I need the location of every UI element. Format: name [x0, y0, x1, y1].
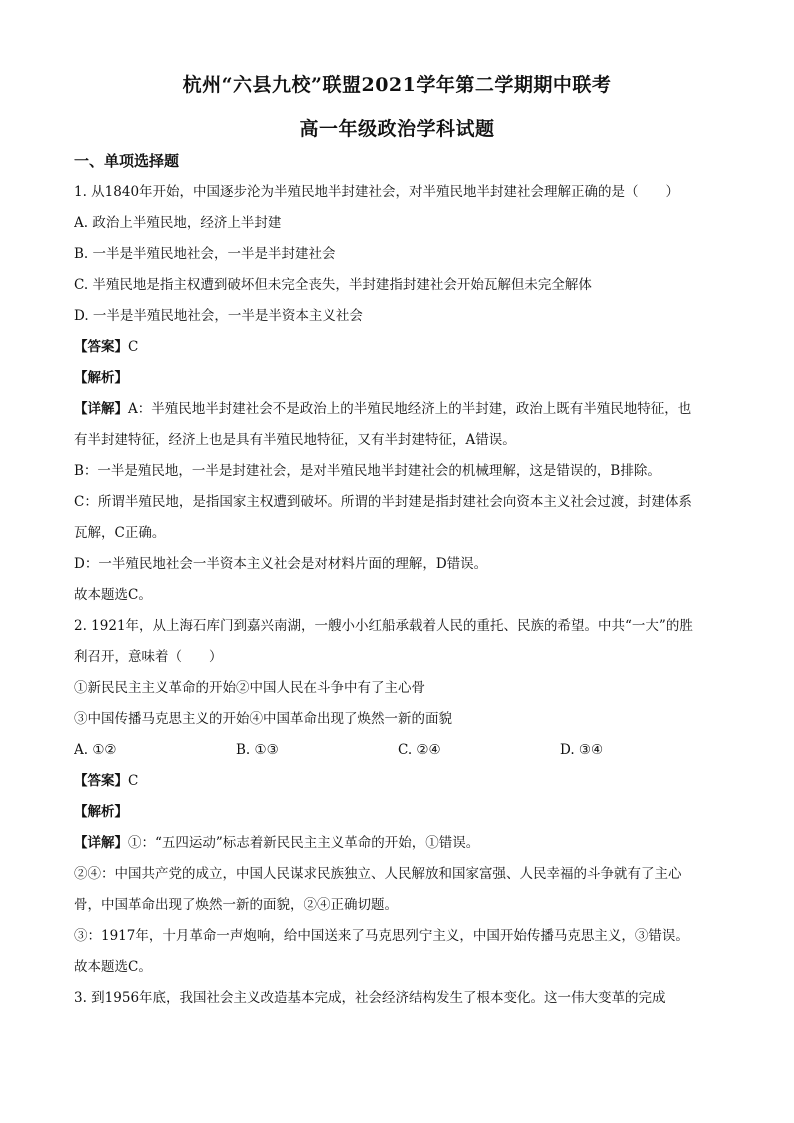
section-heading: 一、单项选择题 — [74, 152, 180, 170]
question-1-detail-line: 瓦解，C正确。 — [74, 525, 166, 541]
question-1-option-b: B. 一半是半殖民地社会，一半是半封建社会 — [74, 246, 336, 262]
question-2-option-b: B. ①③ — [236, 742, 279, 758]
question-1-detail-line — [74, 398, 724, 429]
question-2-stem: 利召开，意味着（ ） — [74, 649, 223, 665]
question-1-option-c: C. 半殖民地是指主权遭到破坏但未完全丧失，半封建指封建社会开始瓦解但未完全解体 — [74, 277, 592, 293]
question-1-analysis — [74, 367, 724, 398]
answer-tag: 【答案】 — [74, 339, 128, 355]
question-1-detail-line: D：一半殖民地社会一半资本主义社会是对材料片面的理解，D错误。 — [74, 556, 488, 572]
question-1-option-a: A. 政治上半殖民地，经济上半封建 — [74, 215, 282, 231]
question-1-detail-line: B：一半是殖民地，一半是封建社会，是对半殖民地半封建社会的机械理解，这是错误的，B排除。 — [74, 463, 661, 479]
question-2-options — [74, 739, 724, 770]
question-3-stem: 3. 到1956年底，我国社会主义改造基本完成，社会经济结构发生了根本变化。这一伟大变革的完成 — [74, 990, 666, 1006]
question-1-detail-line: C：所谓半殖民地，是指国家主权遭到破坏。所谓的半封建是指封建社会向资本主义社会过渡，封建体系 — [74, 494, 692, 510]
question-2-answer — [74, 770, 724, 801]
question-1-stem: 1. 从1840年开始，中国逐步沦为半殖民地半封建社会，对半殖民地半封建社会理解正确的是（ ） — [74, 184, 680, 200]
question-2-detail-line — [74, 832, 724, 863]
analysis-tag: 【解析】 — [74, 370, 128, 386]
question-2-detail-line: 骨，中国革命出现了焕然一新的面貌，②④正确切题。 — [74, 897, 398, 913]
analysis-tag: 【解析】 — [74, 804, 128, 820]
answer-value: C — [128, 339, 139, 355]
answer-tag: 【答案】 — [74, 773, 128, 789]
detail-tag: 【详解】 — [74, 401, 128, 417]
exam-title: 杭州“六县九校”联盟2021学年第二学期期中联考 — [182, 74, 612, 96]
question-2-analysis — [74, 801, 724, 832]
detail-text: ①：“五四运动”标志着新民民主主义革命的开始，①错误。 — [128, 835, 480, 851]
question-1-detail-line: 有半封建特征，经济上也是具有半殖民地特征，又有半封建特征，A错误。 — [74, 432, 516, 448]
question-1-option-d: D. 一半是半殖民地社会，一半是半资本主义社会 — [74, 308, 363, 324]
question-1-answer — [74, 336, 724, 367]
question-1-conclusion: 故本题选C。 — [74, 587, 152, 603]
question-2-option-a: A. ①② — [74, 742, 117, 758]
detail-tag: 【详解】 — [74, 835, 128, 851]
question-2-detail-line: ②④：中国共产党的成立，中国人民谋求民族独立、人民解放和国家富强、人民幸福的斗争就有了主心 — [74, 866, 682, 882]
question-2-statements: ①新民民主主义革命的开始②中国人民在斗争中有了主心骨 — [74, 680, 425, 696]
question-2-detail-line: ③：1917年，十月革命一声炮响，给中国送来了马克思列宁主义，中国开始传播马克思主义，③错误。 — [74, 928, 689, 944]
question-2-conclusion: 故本题选C。 — [74, 959, 152, 975]
question-2-statements: ③中国传播马克思主义的开始④中国革命出现了焕然一新的面貌 — [74, 711, 452, 727]
question-2-option-c: C. ②④ — [398, 742, 441, 758]
exam-subtitle: 高一年级政治学科试题 — [299, 118, 495, 140]
question-list — [74, 181, 724, 1018]
detail-text: A：半殖民地半封建社会不是政治上的半殖民地经济上的半封建，政治上既有半殖民地特征，也 — [128, 401, 692, 417]
question-2-stem: 2. 1921年，从上海石库门到嘉兴南湖，一艘小小红船承载着人民的重托、民族的希望。中共“一大”的胜 — [74, 618, 693, 634]
question-2-option-d: D. ③④ — [560, 742, 604, 758]
answer-value: C — [128, 773, 139, 789]
